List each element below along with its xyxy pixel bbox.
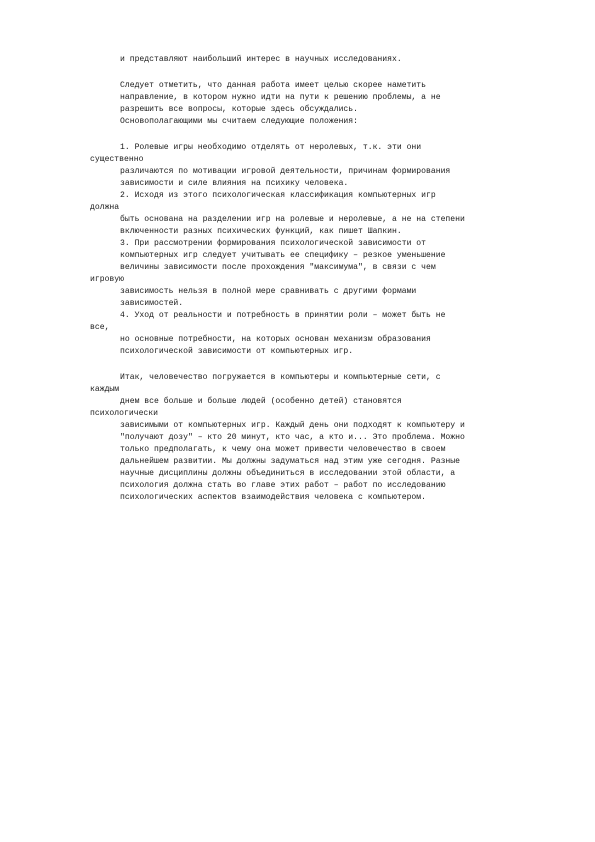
text-line: Основополагающими мы считаем следующие положения: <box>120 117 358 126</box>
text-line: днем все больше и больше людей (особенно детей) становятся <box>120 397 402 406</box>
text-line: включенности разных психических функций, как пишет Шапкин. <box>120 227 402 236</box>
text-line: игровую <box>90 275 124 284</box>
text-line: 1. Ролевые игры необходимо отделять от неролевых, т.к. эти они <box>120 143 422 152</box>
text-line: зависимостей. <box>120 299 184 308</box>
text-line: 2. Исходя из этого психологическая классификация компьютерных игр <box>120 191 436 200</box>
text-line: зависимости и силе влияния на психику человека. <box>120 179 349 188</box>
text-line: 4. Уход от реальности и потребность в принятии роли – может быть не <box>120 311 446 320</box>
text-line: направление, в котором нужно идти на пути к решению проблемы, а не <box>120 93 441 102</box>
text-line: зависимость нельзя в полной мере сравнивать с другими формами <box>120 287 417 296</box>
text-line: и представляют наибольший интерес в научных исследованиях. <box>120 55 402 64</box>
text-line: разрешить все вопросы, которые здесь обсуждались. <box>120 105 358 114</box>
text-line: компьютерных игр следует учитывать ее специфику – резкое уменьшение <box>120 251 446 260</box>
text-line: но основные потребности, на которых основан механизм образования <box>120 335 431 344</box>
text-line: Следует отметить, что данная работа имеет целью скорее наметить <box>120 81 426 90</box>
text-line: психологически <box>90 409 158 418</box>
text-line: различаются по мотивации игровой деятельности, причинам формирования <box>120 167 451 176</box>
text-line: психология должна стать во главе этих работ – работ по исследованию <box>120 481 446 490</box>
text-line: существенно <box>90 155 144 164</box>
text-line: Итак, человечество погружается в компьютеры и компьютерные сети, с <box>120 373 441 382</box>
text-line: быть основана на разделении игр на ролевые и неролевые, а не на степени <box>120 215 465 224</box>
text-line: "получают дозу" – кто 20 минут, кто час, а кто и... Это проблема. Можно <box>120 433 465 442</box>
text-line: психологических аспектов взаимодействия человека с компьютером. <box>120 493 426 502</box>
text-line: только предполагать, к чему она может привести человечество в своем <box>120 445 446 454</box>
text-line: каждым <box>90 385 120 394</box>
text-line: величины зависимости после прохождения "максимума", в связи с чем <box>120 263 436 272</box>
text-line: зависимыми от компьютерных игр. Каждый день они подходят к компьютеру и <box>120 421 465 430</box>
text-line: должна <box>90 203 120 212</box>
text-line: все, <box>90 323 110 332</box>
text-line: научные дисциплины должны объединиться в исследовании этой области, а <box>120 469 456 478</box>
text-line: дальнейшем развитии. Мы должны задуматься над этим уже сегодня. Разные <box>120 457 460 466</box>
text-line: 3. При рассмотрении формирования психологической зависимости от <box>120 239 426 248</box>
text-line: психологической зависимости от компьютерных игр. <box>120 347 354 356</box>
